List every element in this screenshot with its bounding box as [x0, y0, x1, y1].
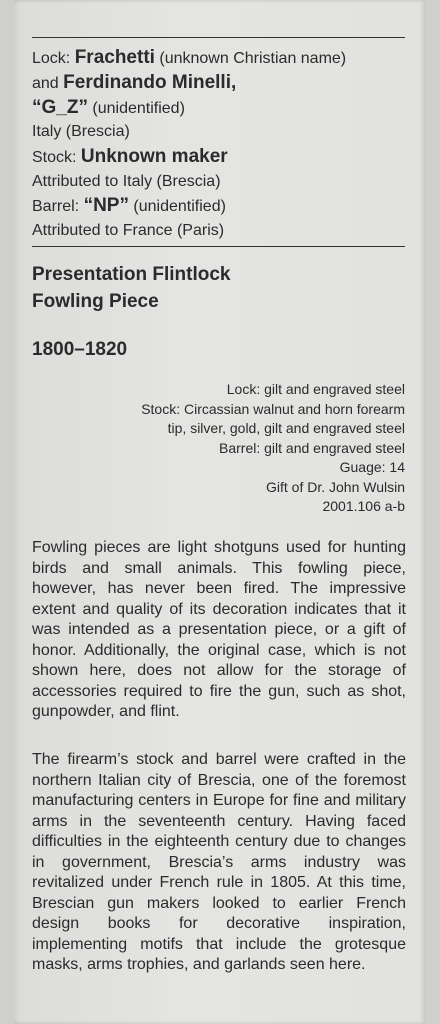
lock-credit-line-3: “G_Z” (unidentified): [32, 97, 185, 118]
stock-maker-name: Unknown maker: [80, 146, 228, 167]
barrel-credit-line: Barrel: “NP” (unidentified): [32, 195, 226, 216]
spec-accession-number: 2001.106 a-b: [322, 498, 405, 514]
lock-maker-name-2: Ferdinando Minelli,: [63, 72, 237, 93]
spec-stock-cont: tip, silver, gold, gilt and engraved steel: [167, 420, 405, 436]
object-specs: [45, 380, 405, 517]
top-divider: [32, 37, 405, 38]
barrel-maker-mark: “NP”: [83, 195, 129, 216]
body-paragraph-2: The firearm’s stock and barrel were crafted in the northern Italian city of Brescia, one of the foremost manufacturing centers in Europe for fine and military arms in the seventeenth century. Having faced difficulties in the eighteenth century due to changes in government, Brescia’s arms industry was revitalized under French rule in 1805. At this time, Brescian gun makers looked to earlier French design books for decorative inspiration, implementing motifs that include the grotesque masks, arms trophies, and garlands seen here.: [32, 751, 406, 973]
lock-maker-mark: “G_Z”: [32, 97, 88, 118]
lock-origin: Italy (Brescia): [32, 123, 130, 140]
object-title-line-2: Fowling Piece: [32, 291, 159, 312]
spec-lock: Lock: gilt and engraved steel: [226, 381, 405, 397]
stock-origin: Attributed to Italy (Brescia): [32, 173, 221, 190]
body-paragraph-1: Fowling pieces are light shotguns used for hunting birds and small animals. This fowling piece, however, has never been fired. The impressive extent and quality of its decoration indicates that it was intended as a presentation piece, or a gift of honor. Additionally, the original case, which is not shown here, does not allow for the storage of accessories required to fire the gun, such as shot, gunpowder, and flint.: [32, 539, 406, 720]
spec-gauge: Guage: 14: [339, 459, 405, 475]
stock-credit-line: Stock: Unknown maker: [32, 146, 228, 167]
lock-credit-line-1: Lock: Frachetti (unknown Christian name): [32, 47, 347, 68]
object-date: 1800–1820: [32, 339, 128, 360]
middle-divider: [32, 246, 405, 247]
object-title-line-1: Presentation Flintlock: [32, 264, 231, 285]
spec-barrel: Barrel: gilt and engraved steel: [219, 439, 405, 456]
barrel-origin: Attributed to France (Paris): [32, 222, 225, 239]
object-title: [32, 261, 230, 315]
spec-stock: Stock: Circassian walnut and horn forearm: [141, 400, 405, 417]
spec-gift-credit: Gift of Dr. John Wulsin: [265, 478, 405, 495]
lock-maker-name: Frachetti: [74, 47, 155, 68]
lock-credit-line-2: and Ferdinando Minelli,: [32, 72, 237, 93]
